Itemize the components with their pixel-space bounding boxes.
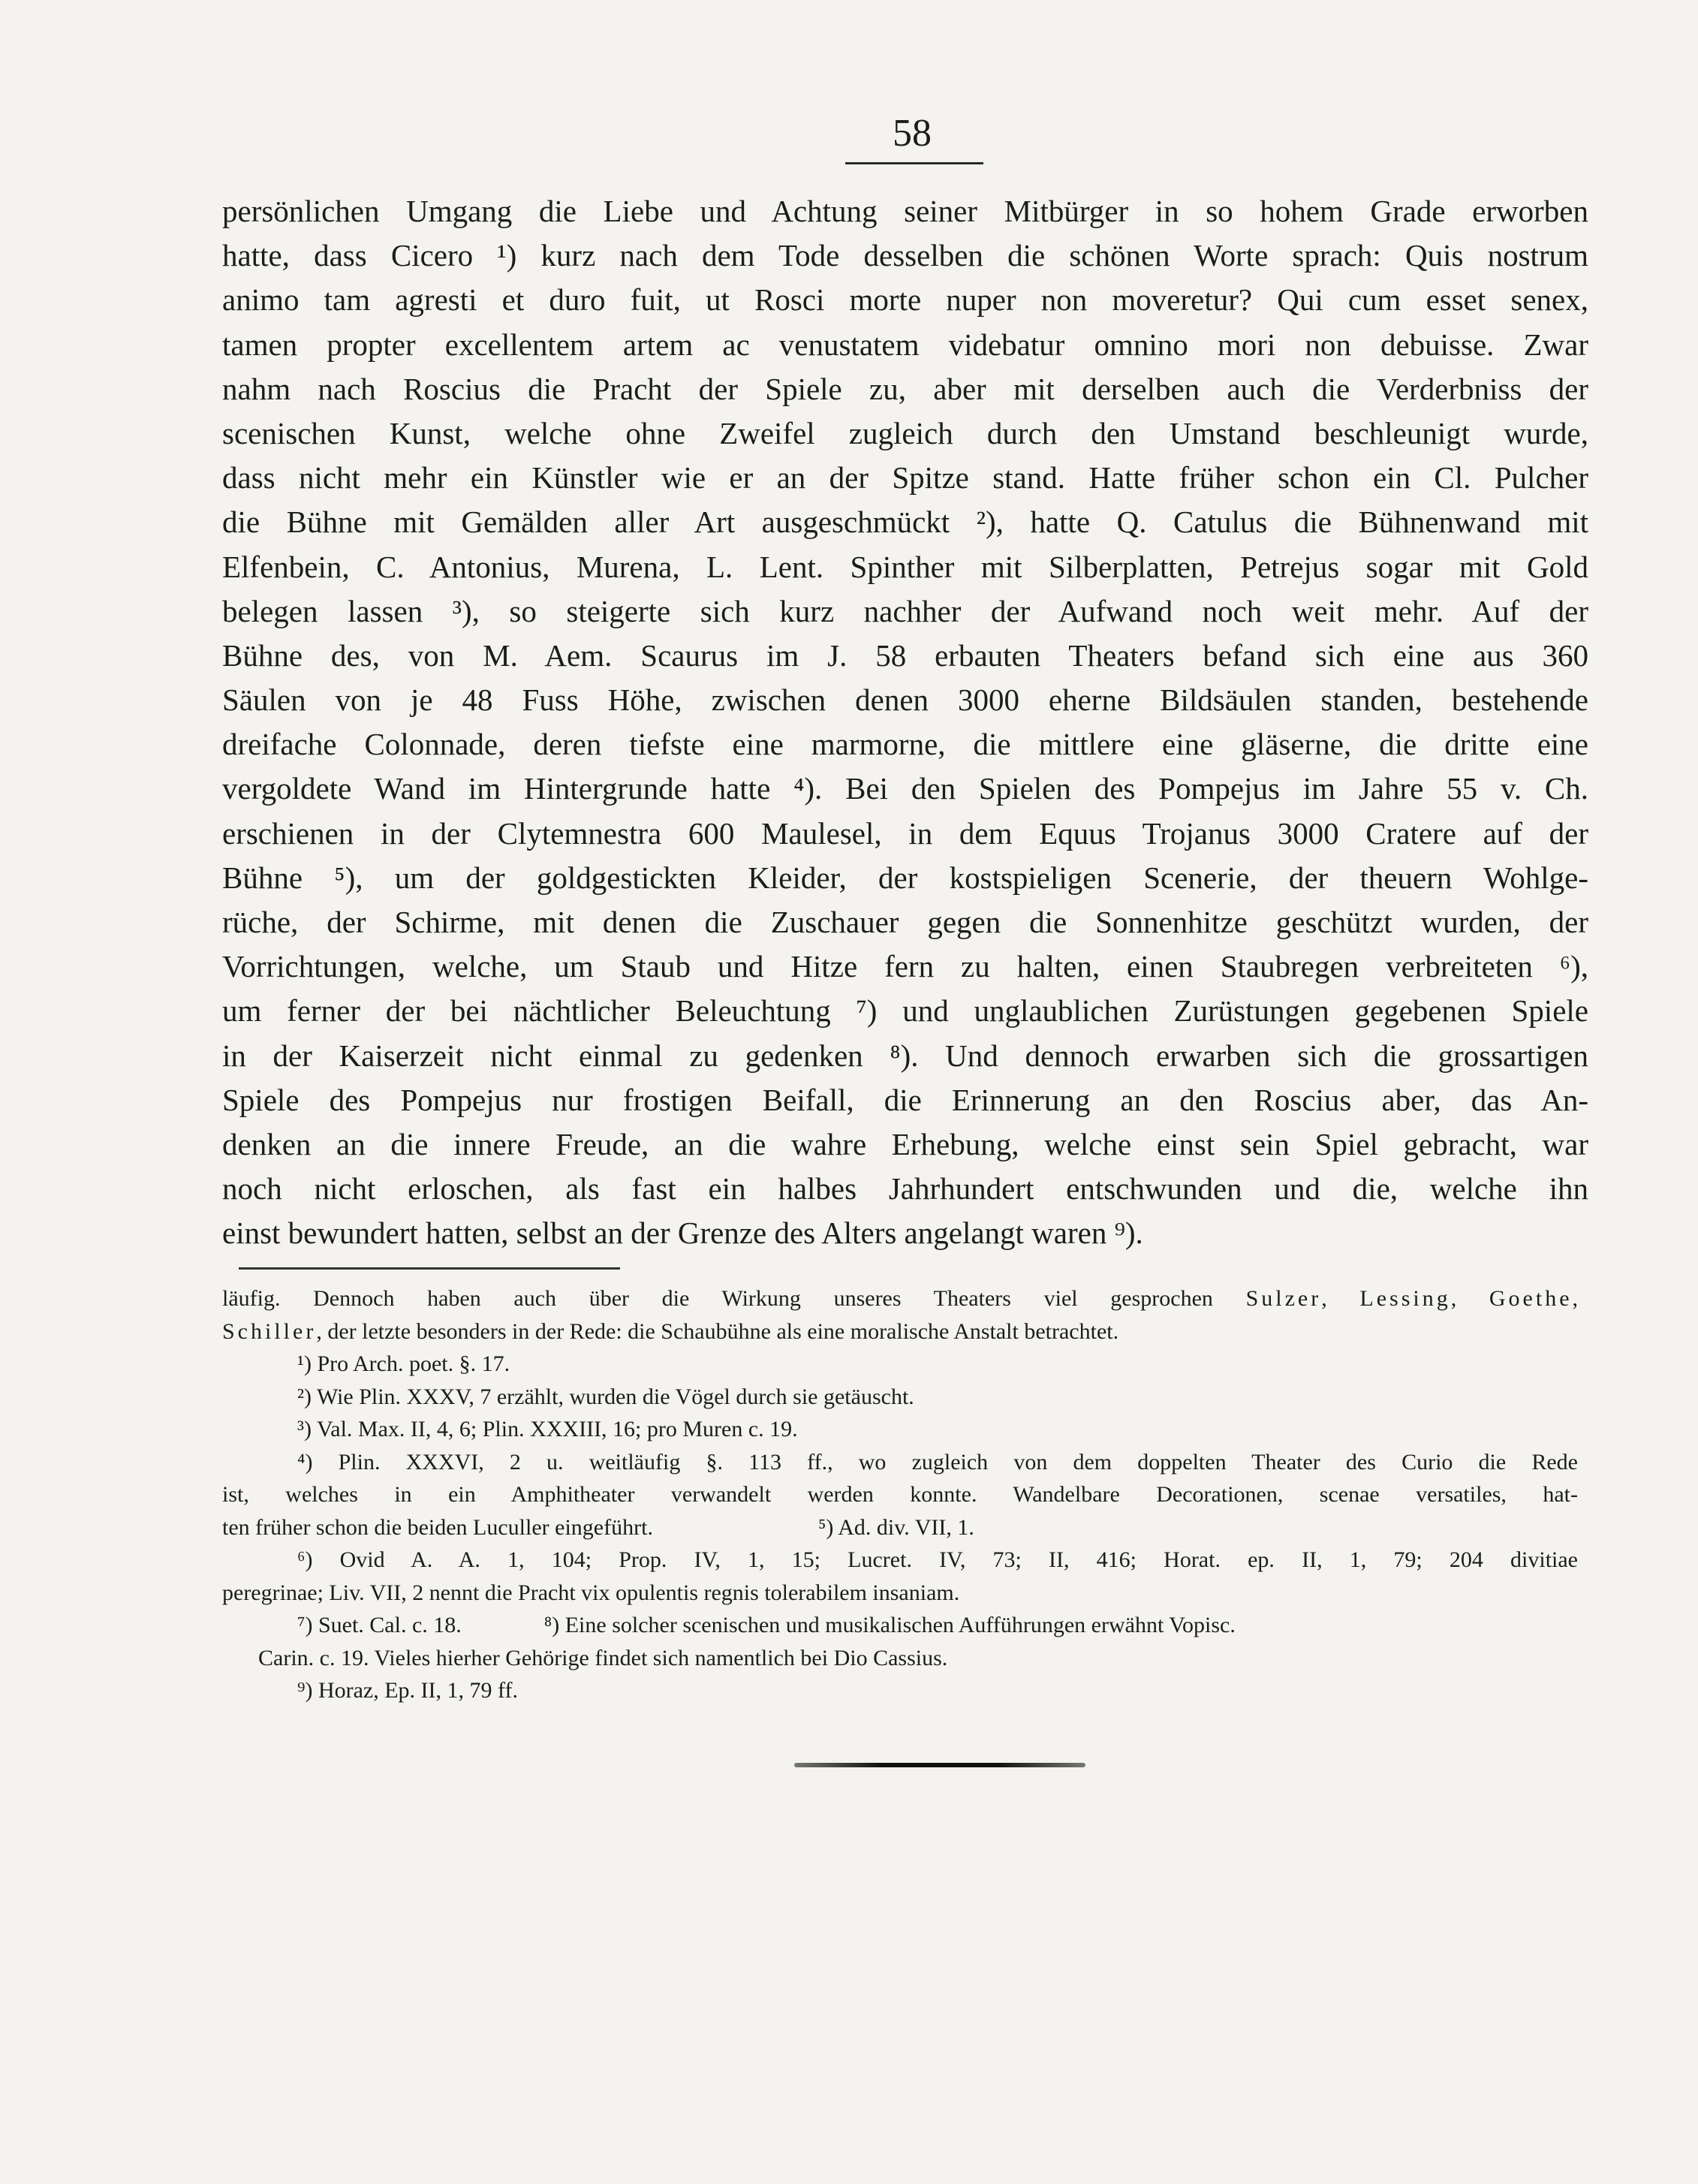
text-line: nahm nach Roscius die Pracht der Spiele zu, aber mit derselben auch die Verderbniss der (222, 371, 1588, 406)
footnote-6-cont: peregrinae; Liv. VII, 2 nennt die Pracht vix opulentis regnis tolerabilem insaniam. (222, 1580, 960, 1605)
footnote-continuation-line (222, 1315, 1578, 1348)
end-ornament-rule (794, 1763, 1085, 1767)
text-line: tamen propter excellentem artem ac venustatem videbatur omnino mori non debuisse. Zwar (222, 327, 1588, 362)
footnote-7-8-line (222, 1609, 1578, 1642)
text-line: Bühne des, von M. Aem. Scaurus im J. 58 erbauten Theaters befand sich eine aus 360 (222, 637, 1588, 673)
footnote-7: ⁷) Suet. Cal. c. 18. (297, 1613, 462, 1637)
text-line: Säulen von je 48 Fuss Höhe, zwischen denen 3000 eherne Bildsäulen standen, bestehende (222, 682, 1588, 718)
text-line: Spiele des Pompejus nur frostigen Beifall, die Erinnerung an den Roscius aber, das An- (222, 1082, 1588, 1117)
text-line: rüche, der Schirme, mit denen die Zuschauer gegen die Sonnenhitze geschützt wurden, der (222, 905, 1588, 939)
author-name: Goethe (1489, 1286, 1573, 1311)
footnote-8: ⁸) Eine solcher scenischen und musikalischen Aufführungen erwähnt Vopisc. (543, 1613, 1236, 1637)
text-line: erschienen in der Clytemnestra 600 Maulesel, in dem Equus Trojanus 3000 Cratere auf der (222, 815, 1588, 851)
author-name: Lessing (1359, 1286, 1451, 1311)
text-line: dass nicht mehr ein Künstler wie er an der Spitze stand. Hatte früher schon ein Cl. Pulcher (222, 460, 1588, 496)
footnote-4: ⁴) Plin. XXXVI, 2 u. weitläufig §. 113 ff., wo zugleich von dem doppelten Theater des Curio die Rede (297, 1449, 1578, 1475)
footnote-9: ⁹) Horaz, Ep. II, 1, 79 ff. (297, 1678, 518, 1703)
text-line: hatte, dass Cicero ¹) kurz nach dem Tode desselben die schönen Worte sprach: Quis nostrum (222, 238, 1588, 273)
footnote-4-end: ten früher schon die beiden Luculler eingeführt. (222, 1514, 653, 1540)
author-name: Schiller (222, 1318, 317, 1344)
main-text-block (222, 189, 1588, 1256)
footnote-6: ⁶) Ovid A. A. 1, 104; Prop. IV, 1, 15; Lucret. IV, 73; II, 416; Horat. ep. II, 1, 79; 204 divitiae (297, 1547, 1578, 1572)
text-line: animo tam agresti et duro fuit, ut Rosci morte nuper non moveretur? Qui cum esset senex, (222, 282, 1588, 318)
footnote-3: ³) Val. Max. II, 4, 6; Plin. XXXIII, 16; pro Muren c. 19. (297, 1417, 798, 1441)
footnote-separator (239, 1267, 620, 1270)
footnote-2: ²) Wie Plin. XXXV, 7 erzählt, wurden die Vögel durch sie getäuscht. (297, 1384, 914, 1409)
footnotes-block (222, 1282, 1578, 1707)
footnote-8-cont: Carin. c. 19. Vieles hierher Gehörige findet sich namentlich bei Dio Cassius. (258, 1645, 948, 1670)
text-line: in der Kaiserzeit nicht einmal zu gedenken ⁸). Und dennoch erwarben sich die grossartigen (222, 1038, 1588, 1073)
text-line: scenischen Kunst, welche ohne Zweifel zugleich durch den Umstand beschleunigt wurde, (222, 415, 1588, 450)
text-line: um ferner der bei nächtlicher Beleuchtung ⁷) und unglaublichen Zurüstungen gegebenen Spiele (222, 993, 1588, 1029)
text-line: noch nicht erloschen, als fast ein halbes Jahrhundert entschwunden und die, welche ihn (222, 1171, 1588, 1206)
footnote-1: ¹) Pro Arch. poet. §. 17. (297, 1351, 510, 1376)
text-line: belegen lassen ³), so steigerte sich kurz nachher der Aufwand noch weit mehr. Auf der (222, 593, 1588, 628)
text-line: die Bühne mit Gemälden aller Art ausgeschmückt ²), hatte Q. Catulus die Bühnenwand mit (222, 505, 1588, 540)
text-line: persönlichen Umgang die Liebe und Achtung seiner Mitbürger in so hohem Grade erworben (222, 194, 1588, 228)
page-number-rule (845, 162, 983, 164)
footnote-text: läufig. Dennoch haben auch über die Wirkung unseres Theaters viel gesprochen (222, 1286, 1213, 1311)
footnote-4-cont: ist, welches in ein Amphitheater verwandelt werden konnte. Wandelbare Decorationen, scenae versatiles, hat- (222, 1482, 1578, 1507)
text-line: vergoldete Wand im Hintergrunde hatte ⁴). Bei den Spielen des Pompejus im Jahre 55 v. Ch. (222, 771, 1588, 806)
text-line: einst bewundert hatten, selbst an der Grenze des Alters angelangt waren ⁹). (222, 1216, 1143, 1251)
text-line: denken an die innere Freude, an die wahre Erhebung, welche einst sein Spiel gebracht, war (222, 1126, 1588, 1161)
text-line: dreifache Colonnade, deren tiefste eine marmorne, die mittlere eine gläserne, die dritte eine (222, 727, 1588, 762)
footnote-5: ⁵) Ad. div. VII, 1. (817, 1514, 974, 1540)
text-line: Elfenbein, C. Antonius, Murena, L. Lent. Spinther mit Silberplatten, Petrejus sogar mit Gold (222, 549, 1588, 584)
footnote-text: , der letzte besonders in der Rede: die Schaubühne als eine moralische Anstalt betrachtet. (316, 1318, 1119, 1344)
author-name: Sulzer (1245, 1286, 1322, 1311)
footnote-4-5-line (222, 1511, 1578, 1544)
page-number: 58 (893, 112, 932, 155)
text-line: Vorrichtungen, welche, um Staub und Hitze fern zu halten, einen Staubregen verbreiteten ⁶), (222, 949, 1588, 984)
footnote-continuation-line: läufig. Dennoch haben auch über die Wirkung unseres Theaters viel gesprochen Sulzer, Lessing, Goethe, (222, 1286, 1579, 1311)
text-line: Bühne ⁵), um der goldgestickten Kleider, der kostspieligen Scenerie, der theuern Wohlge- (222, 860, 1588, 895)
